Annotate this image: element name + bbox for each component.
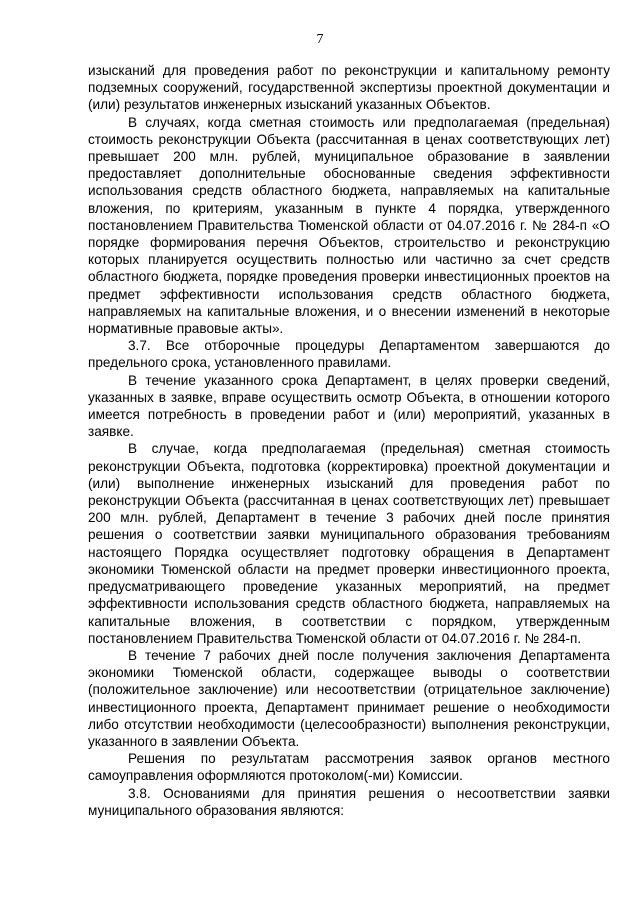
document-body	[88, 62, 610, 819]
paragraph-cost-over-200m: В случаях, когда сметная стоимость или предполагаемая (предельная) стоимость реконструкции Объекта (рассчитанная в ценах соответствующих лет) превышает 200 млн. рублей, муниципальное образование в заявлении предоставляет дополнительные обоснованные сведения эффективности использования средств областного бюджета, направляемых на капитальные вложения, по критериям, указанным в пункте 4 порядка, утвержденного постановлением Правительства Тюменской области от 04.07.2016 г. № 284-п «О порядке формирования перечня Объектов, строительство и реконструкцию которых планируется осуществить полностью или частично за счет средств областного бюджета, порядке проведения проверки инвестиционных проектов на предмет эффективности использования средств областного бюджета, направляемых на капитальные вложения, и о внесении изменений в некоторые нормативные правовые акты».	[88, 114, 610, 337]
paragraph-3-8: 3.8. Основаниями для принятия решения о несоответствии заявки муниципального образования являются:	[88, 785, 610, 818]
paragraph-commission-protocol: Решения по результатам рассмотрения заявок органов местного самоуправления оформляются протоколом(-ми) Комиссии.	[88, 751, 610, 784]
paragraph-inspection: В течение указанного срока Департамент, в целях проверки сведений, указанных в заявке, вправе осуществить осмотр Объекта, в отношении которого имеется потребность в проведении работ и (или) мероприятий, указанных в заявке.	[88, 372, 610, 440]
paragraph-decision-after-conclusion: В течение 7 рабочих дней после получения заключения Департамента экономики Тюменской области, содержащее выводы о соответствии (положительное заключение) или несоответствии (отрицательное заключение) инвестиционного проекта, Департамент принимает решение о необходимости либо отсутствии необходимости (целесообразности) выполнения реконструкции, указанного в заявлении Объекта.	[88, 647, 610, 749]
paragraph-continuation: изысканий для проведения работ по реконструкции и капитальному ремонту подземных сооружений, государственной экспертизы проектной документации и (или) результатов инженерных изысканий указанных Объектов.	[88, 63, 610, 113]
paragraph-economic-department-request: В случае, когда предполагаемая (предельная) сметная стоимость реконструкции Объекта, подготовка (корректировка) проектной документации и (или) выполнение инженерных изысканий для проведения работ по реконструкции Объекта (рассчитанная в ценах соответствующих лет) превышает 200 млн. рублей, Департамент в течение 3 рабочих дней после принятия решения о соответствии заявки муниципального образования требованиям настоящего Порядка осуществляет подготовку обращения в Департамент экономики Тюменской области на предмет проверки инвестиционного проекта, предусматривающего проведение указанных мероприятий, на предмет эффективности использования средств областного бюджета, направляемых на капитальные вложения, в соответствии с порядком, утвержденным постановлением Правительства Тюменской области от 04.07.2016 г. № 284-п.	[88, 441, 610, 646]
page-number: 7	[316, 32, 324, 47]
paragraph-3-7: 3.7. Все отборочные процедуры Департаментом завершаются до предельного срока, установленного правилами.	[88, 338, 610, 371]
